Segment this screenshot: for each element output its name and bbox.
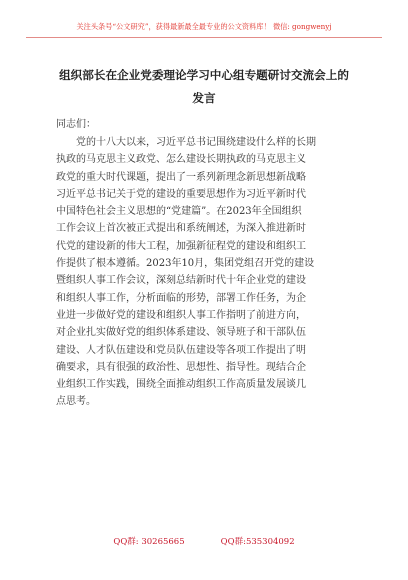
body-line: 暨组织人事工作会议，深刻总结新时代十年企业党的建设: [56, 275, 306, 287]
body-line: 业组织工作实践，围绕全面推动组织工作高质量发展谈几: [56, 379, 306, 391]
body-line: 建设、人才队伍建设和党员队伍建设等各项工作提出了明: [56, 344, 306, 356]
footer-contact: [0, 535, 408, 547]
body-line: 确要求，具有很强的政治性、思想性、指导性。现结合企: [56, 361, 306, 373]
footer-qq-group-2: QQ群:535304092: [220, 537, 295, 547]
body-line: 执政的马克思主义政党、怎么建设长期执政的马克思主义: [56, 154, 306, 166]
body-line: 作提供了根本遵循。2023年10月，集团党组召开党的建设: [56, 258, 315, 270]
salutation: 同志们：: [56, 119, 96, 130]
body-line: 点思考。: [56, 396, 96, 408]
document-title-line-2: 发言: [192, 91, 216, 105]
body-line: 和组织人事工作，分析面临的形势，部署工作任务，为企: [56, 292, 306, 304]
body-line: 工作会议上首次被正式提出和系统阐述，为深入推进新时: [56, 223, 306, 235]
body-line: 业进一步做好党的建设和组织人事工作指明了前进方向，: [56, 309, 306, 321]
body-line: 习近平总书记关于党的建设的重要思想作为习近平新时代: [56, 188, 306, 200]
header-divider: [26, 37, 382, 38]
document-title-line-1: 组织部长在企业党委理论学习中心组专题研讨交流会上的: [59, 68, 349, 82]
body-paragraph: [56, 134, 361, 411]
body-line: 党的十八大以来，习近平总书记围绕建设什么样的长期: [76, 137, 316, 148]
body-line: 代党的建设新的伟大工程，加强新征程党的建设和组织工: [56, 240, 306, 252]
body-line: 中国特色社会主义思想的“党建篇”。在2023年全国组织: [56, 206, 302, 218]
body-line: 对企业扎实做好党的组织体系建设、领导班子和干部队伍: [56, 327, 306, 339]
header-banner: 关注头条号“公文研究”，获得最新最全最专业的公文资料库！ 微信: gongwenyj: [76, 22, 332, 31]
footer-qq-group-1: QQ群: 30265665: [113, 537, 185, 547]
body-line: 政党的重大时代课题，提出了一系列新理念新思想新战略: [56, 171, 306, 183]
